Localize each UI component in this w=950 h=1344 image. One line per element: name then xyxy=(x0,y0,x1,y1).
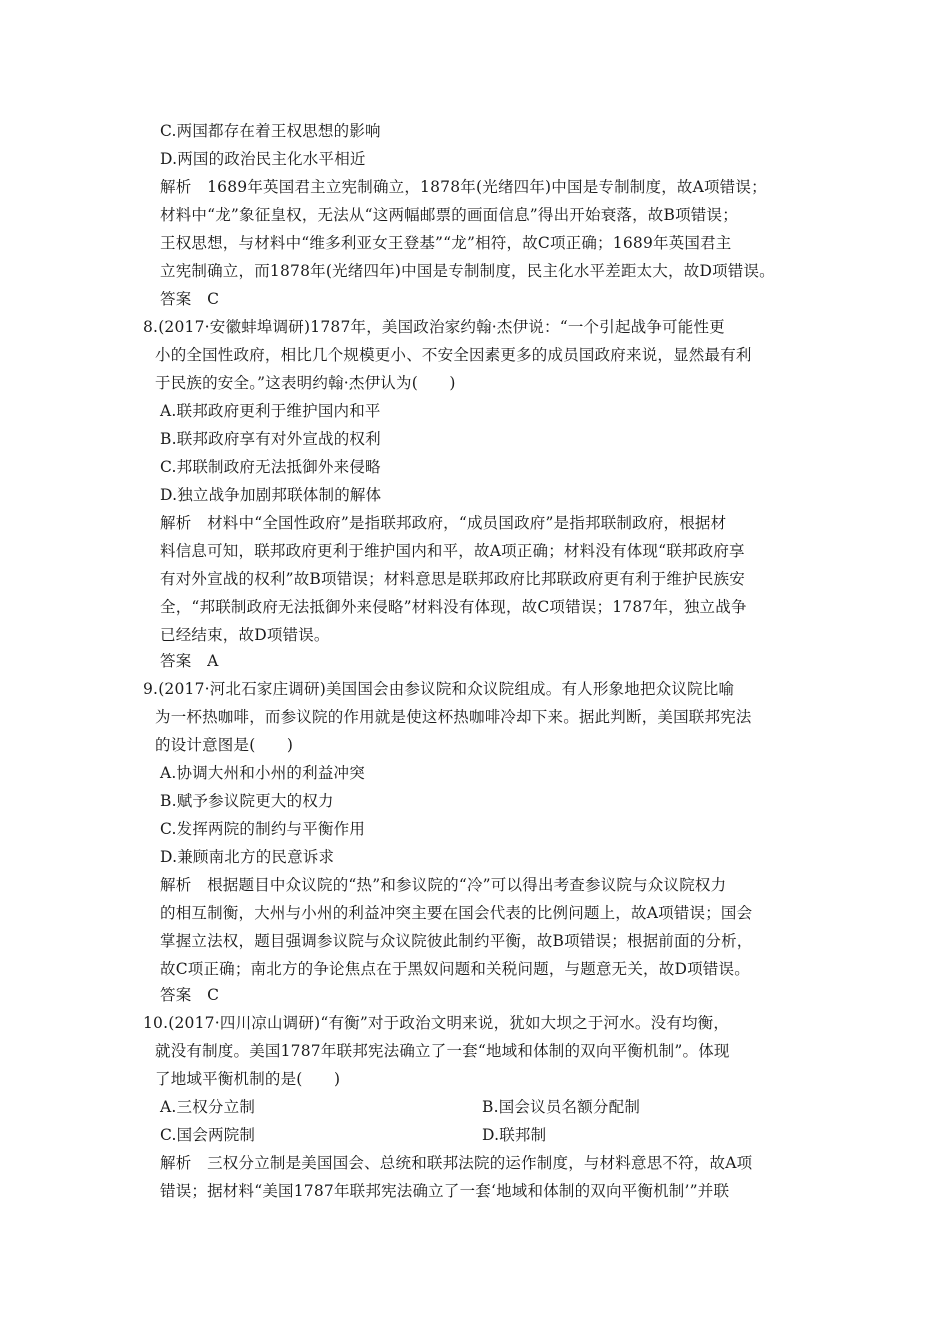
q8-answer: 答案 A xyxy=(160,652,219,670)
q10-stem-line: 10.(2017·四川凉山调研)“有衡”对于政治文明来说，犹如大坝之于河水。没有均衡， xyxy=(143,1014,730,1032)
q8-analysis-line: 有对外宣战的权利”故B项错误；材料意思是联邦政府比邦联政府更有利于维护民族安 xyxy=(160,570,745,588)
q8-stem-line: 小的全国性政府，相比几个规模更小、不安全因素更多的成员国政府来说，显然最有利 xyxy=(155,346,752,364)
q7-option-d[interactable]: D.两国的政治民主化水平相近 xyxy=(160,150,366,168)
q9-analysis-line: 的相互制衡，大州与小州的利益冲突主要在国会代表的比例问题上，故A项错误；国会 xyxy=(160,904,753,922)
q8-option-b[interactable]: B.联邦政府享有对外宣战的权利 xyxy=(160,430,381,448)
q8-stem-line: 8.(2017·安徽蚌埠调研)1787年，美国政治家约翰·杰伊说：“一个引起战争可能性更 xyxy=(143,318,725,336)
q9-analysis-line: 故C项正确；南北方的争论焦点在于黑奴问题和关税问题，与题意无关，故D项错误。 xyxy=(160,960,750,978)
q8-option-c[interactable]: C.邦联制政府无法抵御外来侵略 xyxy=(160,458,381,476)
q7-option-c[interactable]: C.两国都存在着王权思想的影响 xyxy=(160,122,381,140)
q7-analysis-line: 解析 1689年英国君主立宪制确立，1878年(光绪四年)中国是专制制度，故A项错误； xyxy=(160,178,767,196)
q9-analysis-line: 解析 根据题目中众议院的“热”和参议院的“冷”可以得出考查参议院与众议院权力 xyxy=(160,876,727,894)
q9-option-a[interactable]: A.协调大州和小州的利益冲突 xyxy=(160,764,365,782)
q7-analysis-line: 王权思想，与材料中“维多利亚女王登基”“龙”相符，故C项正确；1689年英国君主 xyxy=(160,234,732,252)
q10-option-a[interactable]: A.三权分立制 xyxy=(160,1098,256,1116)
q8-analysis-line: 已经结束，故D项错误。 xyxy=(160,626,330,644)
q9-option-c[interactable]: C.发挥两院的制约与平衡作用 xyxy=(160,820,366,838)
q10-analysis-line: 错误；据材料“美国1787年联邦宪法确立了一套‘地域和体制的双向平衡机制’”并联 xyxy=(160,1182,730,1200)
q10-analysis-line: 解析 三权分立制是美国国会、总统和联邦法院的运作制度，与材料意思不符，故A项 xyxy=(160,1154,753,1172)
q7-analysis-line: 材料中“龙”象征皇权，无法从“这两幅邮票的画面信息”得出开始衰落，故B项错误； xyxy=(160,206,738,224)
q9-stem-line: 为一杯热咖啡，而参议院的作用就是使这杯热咖啡冷却下来。据此判断，美国联邦宪法 xyxy=(155,708,752,726)
q8-option-d[interactable]: D.独立战争加剧邦联体制的解体 xyxy=(160,486,382,504)
q10-option-b[interactable]: B.国会议员名额分配制 xyxy=(482,1098,641,1116)
q9-stem-line: 的设计意图是( ) xyxy=(155,736,294,754)
q10-option-c[interactable]: C.国会两院制 xyxy=(160,1126,256,1144)
q7-analysis-line: 立宪制确立，而1878年(光绪四年)中国是专制制度，民主化水平差距太大，故D项错误。 xyxy=(160,262,775,280)
q8-option-a[interactable]: A.联邦政府更利于维护国内和平 xyxy=(160,402,381,420)
q9-option-b[interactable]: B.赋予参议院更大的权力 xyxy=(160,792,334,810)
q10-stem-line: 了地域平衡机制的是( ) xyxy=(155,1070,341,1088)
q7-answer: 答案 C xyxy=(160,290,220,308)
q8-analysis-line: 料信息可知，联邦政府更利于维护国内和平，故A项正确；材料没有体现“联邦政府享 xyxy=(160,542,745,560)
q8-stem-line: 于民族的安全。”这表明约翰·杰伊认为( ) xyxy=(155,374,456,392)
q9-option-d[interactable]: D.兼顾南北方的民意诉求 xyxy=(160,848,335,866)
q9-answer: 答案 C xyxy=(160,986,220,1004)
q8-analysis-line: 全，“邦联制政府无法抵御外来侵略”材料没有体现，故C项错误；1787年，独立战争 xyxy=(160,598,747,616)
q10-stem-line: 就没有制度。美国1787年联邦宪法确立了一套“地域和体制的双向平衡机制”。体现 xyxy=(155,1042,730,1060)
q8-analysis-line: 解析 材料中“全国性政府”是指联邦政府，“成员国政府”是指邦联制政府，根据材 xyxy=(160,514,727,532)
q9-analysis-line: 掌握立法权，题目强调参议院与众议院彼此制约平衡，故B项错误；根据前面的分析， xyxy=(160,932,753,950)
q10-option-d[interactable]: D.联邦制 xyxy=(482,1126,547,1144)
q9-stem-line: 9.(2017·河北石家庄调研)美国国会由参议院和众议院组成。有人形象地把众议院比喻 xyxy=(143,680,735,698)
